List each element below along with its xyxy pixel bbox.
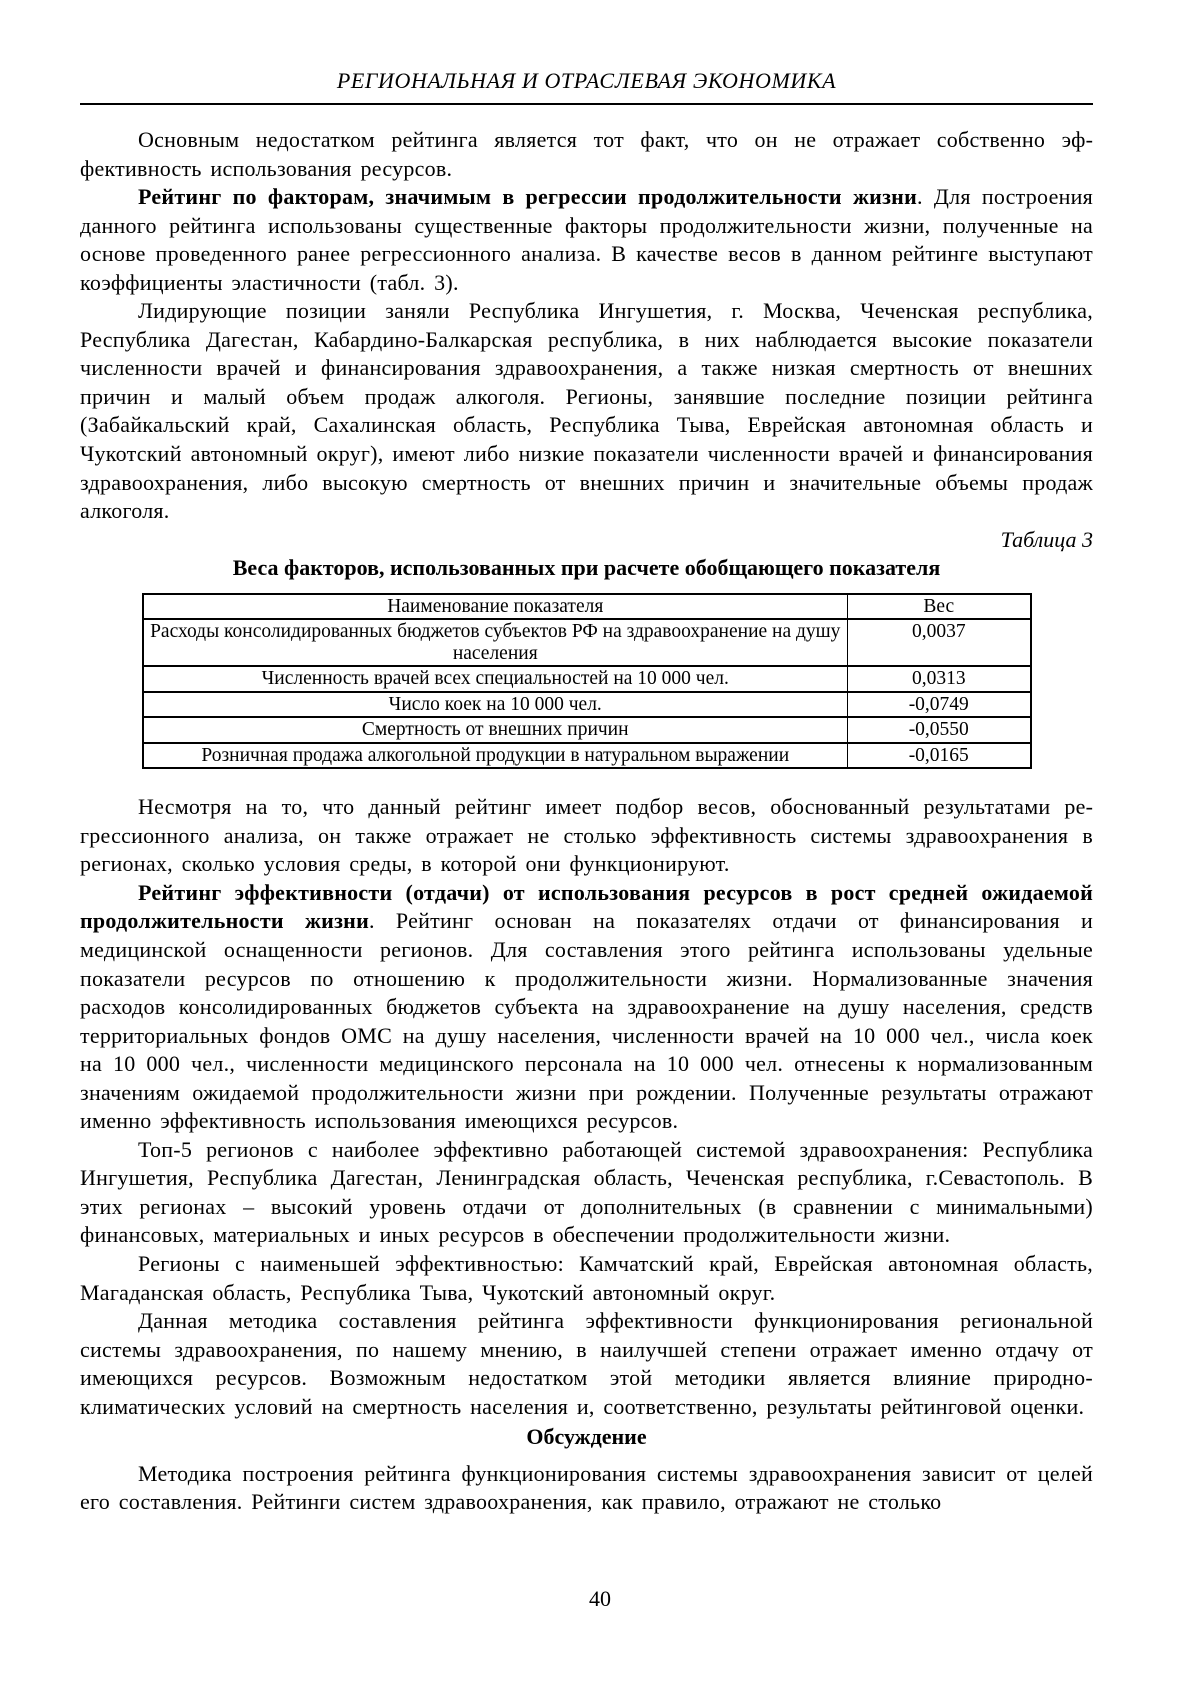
table-row	[143, 692, 1031, 718]
paragraph-1: Основным недостатком рейтинга является тот факт, что он не отражает собственно эффективность использования ресурсов.	[80, 127, 1093, 181]
indicator-name-cell: Число коек на 10 000 чел.	[143, 692, 848, 718]
paragraph-3: Лидирующие позиции заняли Республика Ингушетия, г. Москва, Чеченская республика, Республика Дагестан, Кабардино-Балкарская республика, в них наблюдается высокие показатели численности врачей и финансирования здравоохранения, а также низкая смертность от внешних причин и малый объем продаж алкоголя. Регионы, занявшие последние позиции рейтинга (Забайкальский край, Сахалинская область, Республика Тыва, Еврейская автономная область и Чукотский автономный округ), имеют либо низкие показатели численности врачей и финансирования здравоохранения, либо высокую смертность от внешних причин и значительные объемы продаж алкоголя.	[80, 298, 1093, 524]
table-row	[143, 666, 1031, 692]
weights-table	[142, 593, 1032, 770]
paragraph-4: Несмотря на то, что данный рейтинг имеет подбор весов, обоснованный результатами регрессионного анализа, он также отражает не столько эффективность системы здравоохранения в регионах, сколько условия среды, в которой они функционируют.	[80, 794, 1093, 877]
table-row	[143, 717, 1031, 743]
paragraph-6: Топ-5 регионов с наиболее эффективно работающей системой здравоохранения: Республика Ингушетия, Республика Дагестан, Ленинградская область, Чеченская республика, г.Севастополь. В этих регионах – высокий уровень отдачи от дополнительных (в сравнении с минимальными) финансовых, материальных и иных ресурсов в обеспечении продолжительности жизни.	[80, 1136, 1093, 1248]
indicator-name-cell: Численность врачей всех специальностей на 10 000 чел.	[143, 666, 848, 692]
page-number: 40	[589, 1586, 611, 1611]
weight-value-cell: -0,0550	[848, 717, 1031, 743]
paragraph-2-bold-lead: Рейтинг по факторам, значимым в регрессии продолжительности жизни	[138, 184, 918, 210]
paragraph-8: Данная методика составления рейтинга эффективности функционирования региональной системы здравоохранения, по нашему мнению, в наилучшей степени отражает именно отдачу от имеющихся ресурсов. Возможным недостатком этой методики является влияние природно-климатических условий на смертность населения и, соответственно, результаты рейтинговой оценки.	[80, 1308, 1093, 1419]
table-label: Таблица 3	[1000, 526, 1093, 552]
weight-value-cell: -0,0165	[848, 743, 1031, 769]
paragraph-5-text: . Рейтинг основан на показателях отдачи от финансирования и медицинской оснащенности регионов. Для составления этого рейтинга использованы удельные показатели ресурсов по отношению к продолжительности жизни. Нормализованные значения расходов консолидированных бюджетов субъекта на здравоохранение на душу населения, средств территориальных фондов ОМС на душу населения, численности врачей на 10 000 чел., числа коек на 10 000 чел., численности медицинского персонала на 10 000 чел. отнесены к нормализованным значениям ожидаемой продолжительности жизни при рождении. Полученные результаты отражают именно эффективность использования имеющихся ресурсов.	[80, 908, 1093, 1134]
column-header-indicator: Наименование показателя	[143, 594, 848, 620]
table-row	[143, 619, 1031, 666]
paragraph-9: Методика построения рейтинга функционирования системы здравоохранения зависит от целей его составления. Рейтинги систем здравоохранения, как правило, отражают не столько	[80, 1460, 1093, 1515]
running-header	[80, 68, 1093, 105]
indicator-name-cell: Расходы консолидированных бюджетов субъектов РФ на здравоохранение на душу населения	[143, 619, 848, 666]
column-header-weight: Вес	[848, 594, 1031, 620]
page-body	[80, 105, 1093, 1517]
paragraph-2	[80, 183, 1093, 297]
table-header-row	[143, 594, 1031, 620]
table-row	[143, 743, 1031, 769]
weight-value-cell: -0,0749	[848, 692, 1031, 718]
indicator-name-cell: Розничная продажа алкогольной продукции в натуральном выражении	[143, 743, 848, 769]
paragraph-5-bold-lead: Рейтинг эффективности (отдачи) от использования ресурсов в рост средней ожидаемой продолжительности жизни	[80, 879, 1093, 934]
section-title: РЕГИОНАЛЬНАЯ И ОТРАСЛЕВАЯ ЭКОНОМИКА	[336, 68, 837, 93]
table-caption: Веса факторов, использованных при расчете обобщающего показателя	[232, 555, 941, 581]
weight-value-cell: 0,0037	[848, 619, 1031, 666]
discussion-section-heading: Обсуждение	[526, 1424, 647, 1450]
weight-value-cell: 0,0313	[848, 666, 1031, 692]
paragraph-5	[80, 879, 1093, 1136]
paragraph-7: Регионы с наименьшей эффективностью: Камчатский край, Еврейская автономная область, Магаданская область, Республика Тыва, Чукотский автономный округ.	[80, 1251, 1093, 1305]
paragraph-2-text: . Для построения данного рейтинга использованы существенные факторы продолжительности жизни, полученные на основе проведенного ранее регрессионного анализа. В качестве весов в данном рейтинге выступают коэффициенты эластичности (табл. 3).	[80, 184, 1094, 295]
indicator-name-cell: Смертность от внешних причин	[143, 717, 848, 743]
